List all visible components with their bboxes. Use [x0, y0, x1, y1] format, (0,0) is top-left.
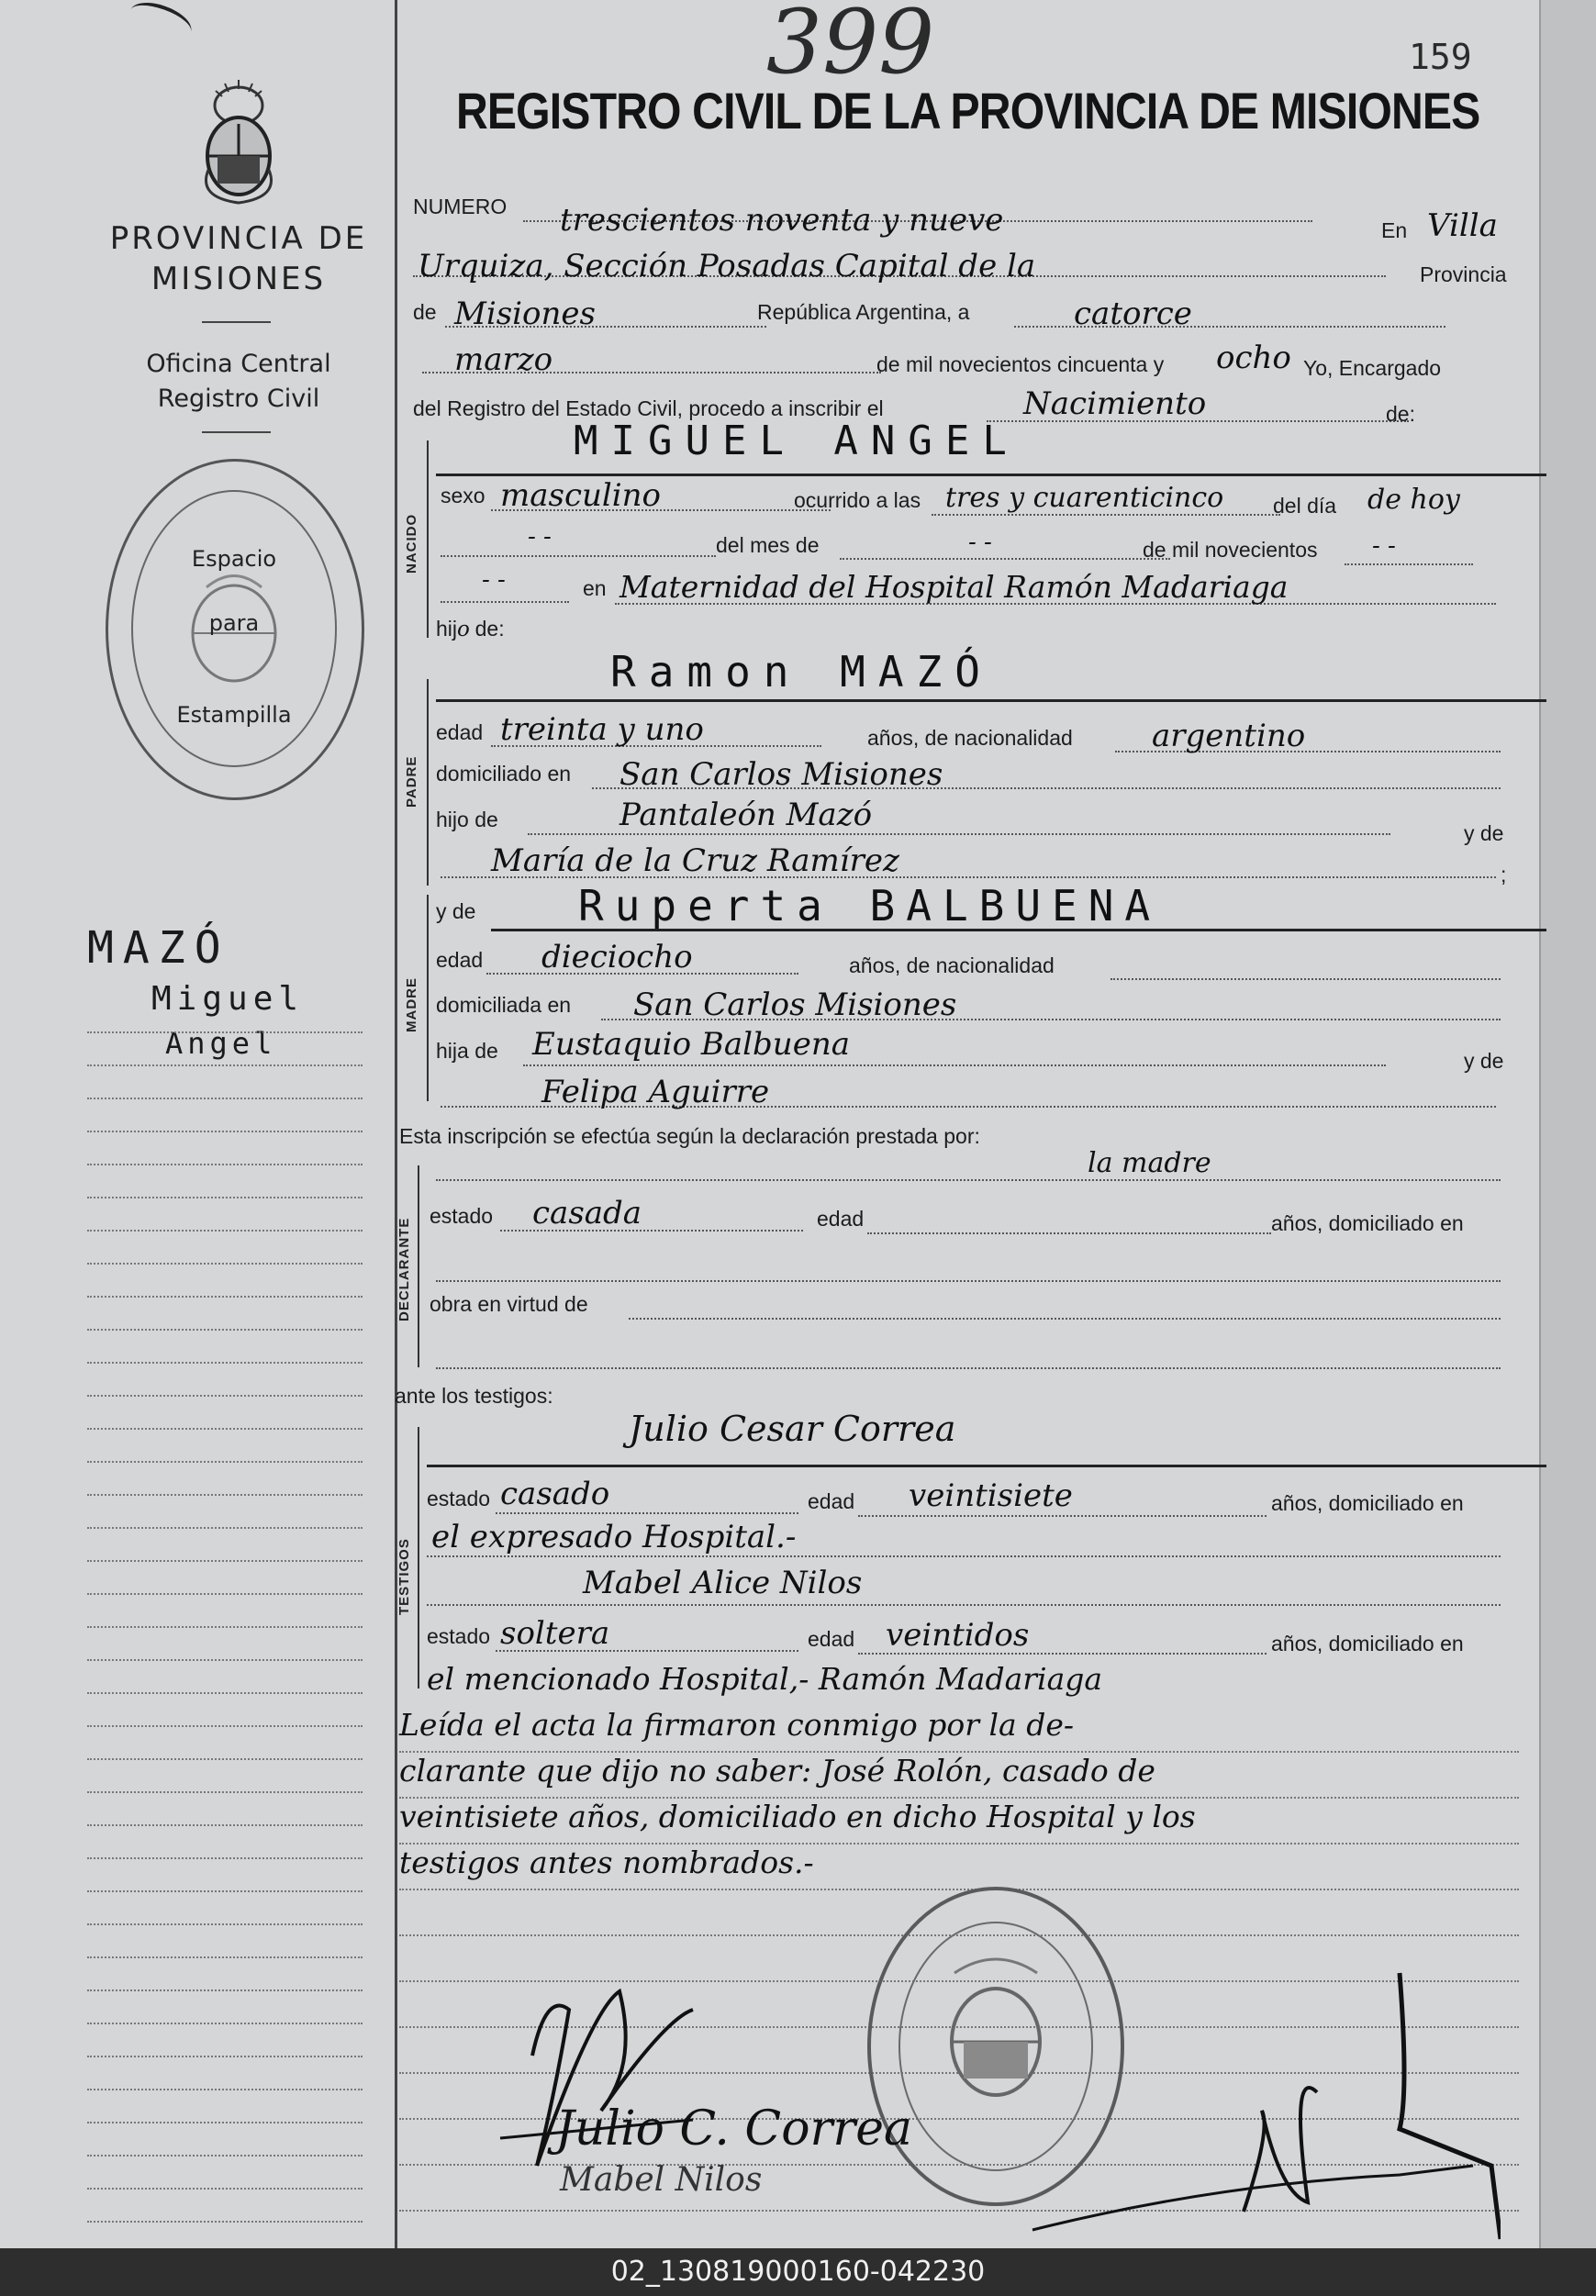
testigo2-estado-label: estado — [427, 1624, 491, 1648]
padre-section-border — [427, 679, 429, 886]
republica-label: República Argentina, a — [757, 300, 970, 324]
year-label: de mil novecientos cincuenta y — [876, 352, 1165, 376]
dash-4: - - — [482, 566, 506, 594]
margin-given-name-1: Miguel — [151, 980, 305, 1018]
office-name — [101, 347, 376, 417]
testigos-intro: ante los testigos: — [395, 1384, 553, 1408]
page-edge — [1539, 0, 1596, 2248]
mil-label: de mil novecientos — [1143, 538, 1318, 562]
year-value: ocho — [1216, 340, 1291, 376]
testigo2-name: Mabel Alice Nilos — [583, 1565, 863, 1601]
image-caption: 02_130819000160-042230 — [0, 2248, 1596, 2296]
padre-dom-label: domiciliado en — [436, 762, 572, 786]
sexo-value: masculino — [500, 477, 662, 514]
madre-edad-value: dieciocho — [541, 939, 693, 975]
madre-edad-label: edad — [436, 948, 484, 972]
declarante-estado-label: estado — [430, 1204, 494, 1228]
padre-edad-value: treinta y uno — [500, 711, 704, 748]
padre-edad-label: edad — [436, 720, 484, 744]
province-crest-icon — [197, 78, 280, 206]
mes-label: del mes de — [716, 533, 820, 557]
madre-section-label: MADRE — [404, 977, 419, 1032]
declarante-section-border — [418, 1165, 419, 1367]
divider — [202, 321, 271, 323]
madre-yde2-label: y de — [1464, 1049, 1504, 1073]
testigo1-dom-label: años, domiciliado en — [1271, 1491, 1464, 1515]
numero-value: trescientos noventa y nueve — [560, 202, 1004, 239]
declarante-value: la madre — [1088, 1147, 1211, 1179]
testigo2-dom-label: años, domiciliado en — [1271, 1632, 1464, 1655]
testigo1-edad-value: veintisiete — [909, 1477, 1073, 1514]
padre-dom-value: San Carlos Misiones — [619, 756, 943, 793]
lugar-value: Maternidad del Hospital Ramón Madariaga — [619, 569, 1289, 605]
padre-yde-label: y de — [1464, 821, 1504, 845]
testigo2-estado-value: soltera — [500, 1615, 610, 1652]
dia-value: de hoy — [1367, 484, 1460, 516]
de-colon-label: de: — [1386, 402, 1415, 426]
testigo1-edad-label: edad — [808, 1489, 855, 1513]
provincia-label: Provincia — [1420, 262, 1507, 286]
madre-hija-label: hija de — [436, 1039, 498, 1063]
madre-section-border — [427, 895, 429, 1101]
hora-value: tres y cuarenticinco — [945, 482, 1224, 514]
dash-3: - - — [1372, 532, 1396, 560]
madre-dom-label: domiciliada en — [436, 993, 572, 1017]
folio-number: 159 — [1409, 37, 1472, 77]
province-line1: PROVINCIA DE — [109, 220, 368, 257]
dia-label: del día — [1273, 494, 1337, 518]
dash-2: - - — [968, 529, 992, 556]
margin-surname: MAZÓ — [87, 922, 230, 974]
en-label: En — [1381, 218, 1408, 242]
hora-label: ocurrido a las — [794, 488, 921, 512]
padre-section-label: PADRE — [404, 755, 419, 808]
madre-dom-value: San Carlos Misiones — [633, 986, 957, 1023]
stamp-label-estampilla: Estampilla — [176, 702, 292, 728]
stamp-label-espacio: Espacio — [191, 546, 277, 572]
numero-label: NUMERO — [413, 195, 508, 218]
lugar-en-label: en — [583, 576, 607, 600]
month-value: marzo — [454, 341, 553, 378]
nacido-name: MIGUEL ANGEL — [574, 418, 1020, 464]
office-line1: Oficina Central — [146, 350, 331, 378]
note-line-3: clarante que dijo no saber: José Rolón, casado de — [399, 1753, 1155, 1789]
declarante-obra-label: obra en virtud de — [430, 1292, 588, 1316]
madre-father-value: Eustaquio Balbuena — [532, 1026, 850, 1063]
padre-father-value: Pantaleón Mazó — [619, 797, 873, 833]
note-line-2: Leída el acta la firmaron conmigo por la de- — [399, 1707, 1075, 1743]
declarante-intro: Esta inscripción se efectúa según la declaración prestada por: — [399, 1124, 980, 1148]
pencil-entry-number: 399 — [766, 0, 935, 94]
madre-yde-label: y de — [436, 899, 476, 923]
de-label: de — [413, 300, 437, 324]
testigo2-edad-value: veintidos — [886, 1617, 1030, 1654]
padre-hijo-label: hijo de — [436, 808, 498, 831]
signature-correa: Julio C. Correa — [555, 2101, 913, 2157]
hijo-label: hijo de: — [436, 617, 505, 641]
place-value-2: Urquiza, Sección Posadas Capital de la — [418, 248, 1036, 284]
sexo-label: sexo — [441, 484, 485, 507]
day-value: catorce — [1074, 295, 1192, 332]
margin-ruled-lines — [87, 1000, 363, 2248]
madre-nac-label: años, de nacionalidad — [849, 953, 1055, 977]
dash-1: - - — [528, 523, 552, 551]
yo-label: Yo, Encargado — [1303, 356, 1442, 380]
register-entry — [395, 0, 1528, 2248]
stamp-space — [106, 459, 363, 798]
declarante-dom-label: años, domiciliado en — [1271, 1211, 1464, 1235]
stamp-label-para: para — [208, 610, 260, 636]
declarante-section-label: DECLARANTE — [396, 1217, 412, 1321]
nacido-section-border — [427, 440, 429, 638]
testigos-section-border — [418, 1427, 419, 1689]
divider — [202, 431, 271, 433]
testigo2-edad-label: edad — [808, 1627, 855, 1651]
province-value: Misiones — [454, 295, 596, 332]
province-name — [87, 218, 390, 299]
padre-nac-label: años, de nacionalidad — [867, 726, 1073, 750]
declarante-edad-label: edad — [817, 1207, 865, 1231]
padre-mother-value: María de la Cruz Ramírez — [491, 842, 899, 879]
note-line-4: veintisiete años, domiciliado en dicho Hospital y los — [399, 1799, 1196, 1834]
testigo1-estado-label: estado — [427, 1487, 491, 1510]
ink-mark — [125, 0, 195, 47]
padre-nac-value: argentino — [1152, 718, 1306, 754]
signature-nilos: Mabel Nilos — [560, 2161, 763, 2199]
margin-given-name-2: Angel — [165, 1026, 277, 1061]
act-value: Nacimiento — [1023, 385, 1207, 422]
nacido-section-label: NACIDO — [404, 513, 419, 574]
left-margin-column — [0, 0, 397, 2248]
place-value-1: Villa — [1427, 207, 1498, 244]
semicolon: ; — [1501, 863, 1507, 886]
province-line2: MISIONES — [151, 261, 327, 297]
note-line-1: el mencionado Hospital,- Ramón Madariaga — [427, 1661, 1103, 1697]
note-line-5: testigos antes nombrados.- — [399, 1845, 814, 1880]
madre-name: Ruperta BALBUENA — [578, 881, 1162, 931]
testigo1-name: Julio Cesar Correa — [629, 1409, 956, 1449]
registry-label: del Registro del Estado Civil, procedo a inscribir el — [413, 396, 884, 420]
page-title: REGISTRO CIVIL DE LA PROVINCIA DE MISIONES — [456, 82, 1480, 139]
testigos-section-label: TESTIGOS — [396, 1538, 412, 1615]
padre-name: Ramon MAZÓ — [610, 647, 993, 697]
testigo1-estado-value: casado — [500, 1476, 610, 1512]
office-line2: Registro Civil — [157, 385, 320, 413]
declarante-estado-value: casada — [532, 1195, 642, 1232]
madre-mother-value: Felipa Aguirre — [541, 1074, 770, 1110]
testigo1-dom-value: el expresado Hospital.- — [431, 1519, 797, 1555]
